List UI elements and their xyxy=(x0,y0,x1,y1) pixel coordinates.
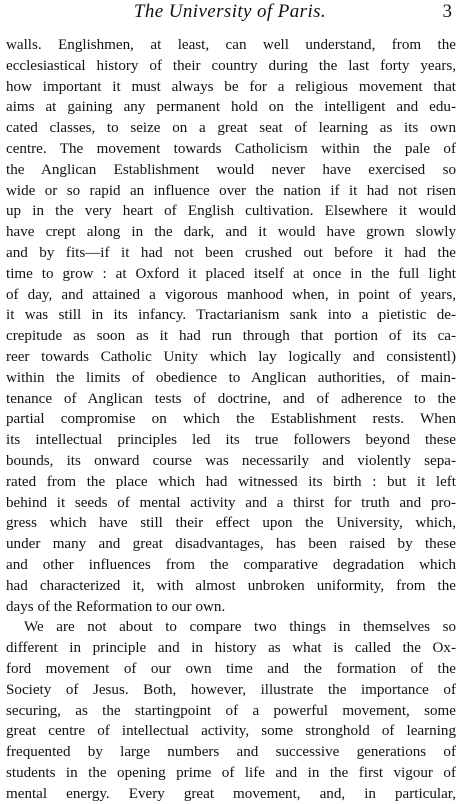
body-text xyxy=(6,35,456,804)
text-line: behind it seeds of mental activity and a thirst for truth and pro- xyxy=(6,494,456,511)
running-title: The University of Paris. xyxy=(133,1,327,22)
text-line: had characterized it, with almost unbroken uniformity, from the xyxy=(6,577,456,594)
text-line: its intellectual principles led its true followers beyond these xyxy=(6,432,456,449)
text-line: students in the opening prime of life and in the first vigour of xyxy=(6,764,456,781)
text-line: partial compromise on which the Establishment rests. When xyxy=(6,411,456,428)
text-line: days of the Reformation to our own. xyxy=(6,598,226,615)
text-line: frequented by large numbers and successive generations of xyxy=(6,744,456,761)
text-line: within the limits of obedience to Anglican authorities, of main- xyxy=(6,369,456,386)
text-line: gress which have still their effect upon the University, which, xyxy=(6,515,456,532)
text-line: under many and great disadvantages, has been raised by these xyxy=(6,536,456,553)
text-line: have crept along in the dark, and it would have grown slowly xyxy=(6,224,456,241)
text-line: cated classes, to seize on a great seat of learning as its own xyxy=(6,120,456,137)
text-line: Society of Jesus. Both, however, illustrate the importance of xyxy=(6,681,456,698)
text-line: crepitude as soon as it had run through that portion of its ca- xyxy=(6,328,456,345)
text-line: We are not about to compare two things in themselves so xyxy=(24,619,456,636)
text-line: of day, and attained a vigorous manhood when, in point of years, xyxy=(6,286,456,303)
text-line: ford movement of our own time and the formation of the xyxy=(6,660,456,677)
text-line: wide or so rapid an influence over the nation if it had not risen xyxy=(6,182,456,199)
text-line: different in principle and in history as what is called the Ox- xyxy=(6,640,456,657)
paragraph-1 xyxy=(6,35,456,617)
text-line: securing, as the startingpoint of a powerful movement, some xyxy=(6,702,456,719)
paragraph-2 xyxy=(6,617,456,804)
page-number: 3 xyxy=(442,1,452,22)
text-line: it was still in its infancy. Tractarianism sank into a pietistic de- xyxy=(6,307,456,324)
text-line: ecclesiastical history of their country during the last forty years, xyxy=(6,57,456,74)
text-line: rated from the place which had witnessed its birth : but it left xyxy=(6,473,456,490)
text-line: and by fits—if it had not been crushed out before it had the xyxy=(6,244,456,261)
text-line: mental energy. Every great movement, and, in particular, xyxy=(6,785,456,802)
text-line: reer towards Catholic Unity which lay logically and consistentl) xyxy=(6,348,456,365)
text-line: the Anglican Establishment would never have exercised so xyxy=(6,161,456,178)
text-line: up in the very heart of English cultivation. Elsewhere it would xyxy=(6,203,456,220)
text-line: aims at gaining any permanent hold on the intelligent and edu- xyxy=(6,99,456,116)
text-line: walls. Englishmen, at least, can well understand, from the xyxy=(6,37,456,53)
page-header xyxy=(0,0,460,24)
text-line: how important it must always be for a religious movement that xyxy=(6,78,456,95)
text-line: time to grow : at Oxford it placed itself at once in the full light xyxy=(6,265,456,282)
text-line: and other influences from the comparative degradation which xyxy=(6,556,456,573)
text-line: bounds, its onward course was necessarily and violently sepa- xyxy=(6,452,456,469)
text-line: tenance of Anglican tests of doctrine, and of adherence to the xyxy=(6,390,456,407)
text-line: great centre of intellectual activity, some stronghold of learning xyxy=(6,723,456,740)
text-line: centre. The movement towards Catholicism within the pale of xyxy=(6,140,456,157)
